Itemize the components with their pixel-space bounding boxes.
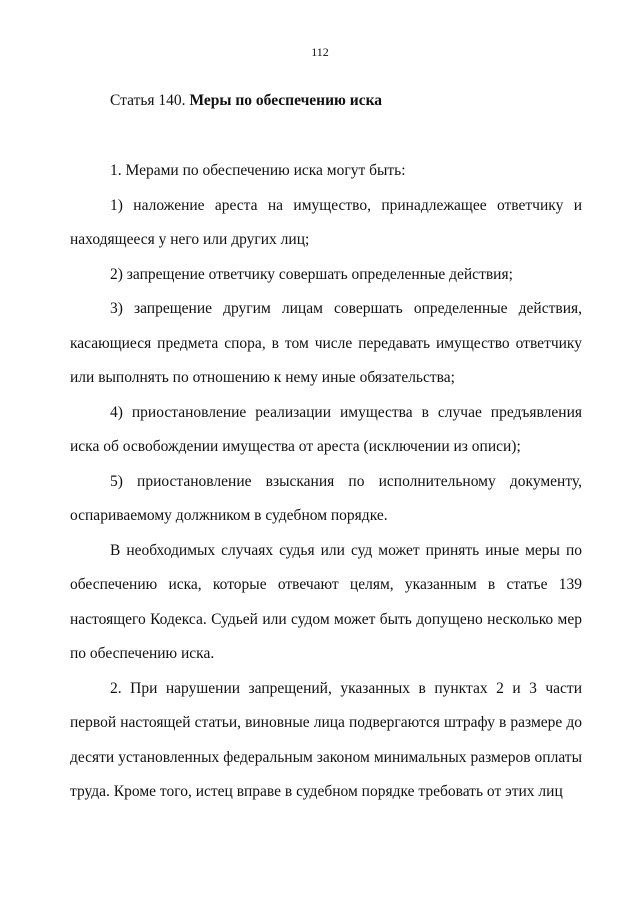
list-item-2: 2) запрещение ответчику совершать определенные действия; <box>110 265 513 283</box>
list-item-3: 3) запрещение другим лицам совершать определенные действия, касающиеся предмета спора, в том числе передавать имущество ответчику или выполнять по отношению к нему иные обязательства; <box>70 300 582 386</box>
page-number: 112 <box>311 45 329 59</box>
paragraph-other-measures: В необходимых случаях судья или суд может принять иные меры по обеспечению иска, которые отвечают целям, указанным в статье 139 настоящего Кодекса. Судьей или судом может быть допущено несколько мер по обеспечению иска. <box>70 541 582 662</box>
list-item-1: 1) наложение ареста на имущество, принадлежащее ответчику и находящееся у него или других лиц; <box>70 196 582 248</box>
list-item-5: 5) приостановление взыскания по исполнительному документу, оспариваемому должником в судебном порядке. <box>70 472 582 524</box>
paragraph-part-2: 2. При нарушении запрещений, указанных в пунктах 2 и 3 части первой настоящей статьи, виновные лица подвергаются штрафу в размере до десяти установленных федеральным законом минимальных размеров оплаты труда. Кроме того, истец вправе в судебном порядке требовать от этих лиц <box>70 679 582 800</box>
article-body <box>70 154 582 810</box>
article-title: Меры по обеспечению иска <box>189 92 383 109</box>
article-heading <box>110 92 382 110</box>
list-item-4: 4) приостановление реализации имущества в случае предъявления иска об освобождении имущества от ареста (исключении из описи); <box>70 403 582 455</box>
paragraph-intro: 1. Мерами по обеспечению иска могут быть: <box>110 162 406 179</box>
article-number: Статья 140. <box>110 92 186 109</box>
